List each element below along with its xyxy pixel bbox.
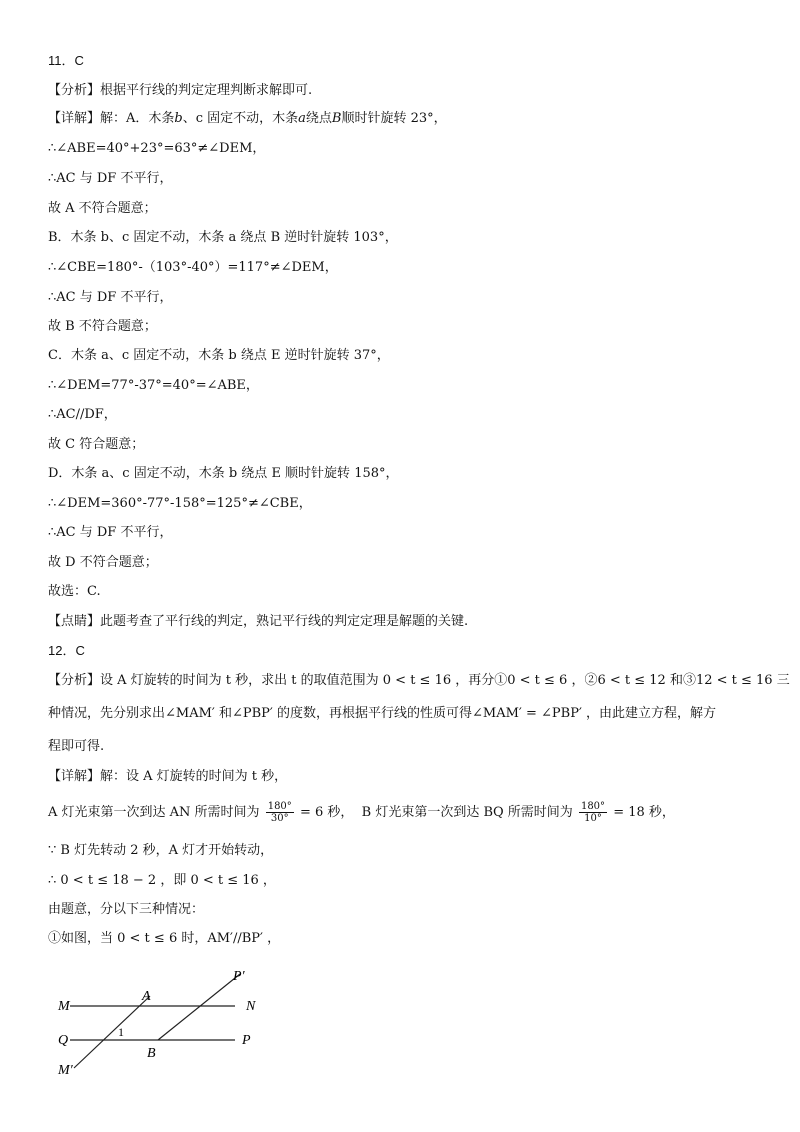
q12-detail-2c: B 灯光束第一次到达 BQ 所需时间为 (361, 805, 573, 820)
q12-detail-5: 由题意，分以下三种情况： (48, 902, 205, 917)
q11-a-result: 故 A 不符合题意； (48, 201, 157, 216)
label-P-prime: P′ (233, 969, 245, 984)
q11-analysis: 【分析】根据平行线的判定定理判断求解即可. (48, 83, 313, 98)
q12-detail-2a: A 灯光束第一次到达 AN 所需时间为 (48, 805, 260, 820)
q11-b-result: 故 B 不符合题意； (48, 319, 157, 334)
q11-a-tail: 绕点 (305, 111, 332, 126)
ray-BP-prime (158, 974, 240, 1040)
label-P: P (242, 1033, 251, 1048)
fraction-denominator: 10° (584, 813, 602, 824)
q11-a-calc: ∴∠ABE=40°+23°=63°≠∠DEM， (48, 141, 266, 156)
q11-detail-a-line (48, 110, 760, 128)
q11-a-rest: 、c 固定不动，木条 (182, 111, 299, 126)
fraction-180-over-10 (579, 801, 607, 824)
q12-analysis-1: 【分析】设 A 灯旋转的时间为 t 秒，求出 t 的取值范围为 0 < t ≤ 16 ，再分①0 < t ≤ 6 ，②6 < t ≤ 12 和③12 < t ≤ 16 三 (48, 673, 790, 688)
label-N: N (246, 999, 256, 1014)
ray-AM-prime (74, 996, 150, 1068)
q12-number: 12．C (48, 643, 85, 658)
q12-detail-2d: = 18 秒， (613, 805, 675, 820)
q12-detail-6: ①如图，当 0 < t ≤ 6 时，AM′//BP′ ， (48, 931, 281, 946)
q11-a-conclusion: ∴AC 与 DF 不平行， (48, 171, 173, 186)
label-B: B (147, 1046, 156, 1061)
q11-b-calc: ∴∠CBE=180°-（103°-40°）=117°≠∠DEM， (48, 260, 338, 275)
parallel-lines-figure (50, 962, 280, 1082)
fraction-180-over-30 (266, 801, 294, 824)
q12-detail-4: ∴ 0 < t ≤ 18 − 2 ，即 0 < t ≤ 16 ， (48, 873, 276, 888)
label-M-prime: M′ (58, 1063, 73, 1078)
label-Q: Q (58, 1033, 69, 1048)
q11-c-conclusion: ∴AC//DF， (48, 407, 117, 422)
fraction-numerator: 180° (580, 801, 606, 812)
fraction-denominator: 30° (270, 813, 289, 824)
var-b: b (174, 111, 183, 126)
q11-d-result: 故 D 不符合题意； (48, 555, 158, 570)
var-B: B (331, 111, 342, 126)
fraction-numerator: 180° (267, 801, 292, 812)
q11-detail-intro: 【详解】解：A．木条 (48, 111, 175, 126)
label-angle-1: 1 (118, 1025, 124, 1039)
q11-c-line: C．木条 a、c 固定不动，木条 b 绕点 E 逆时针旋转 37°， (48, 348, 390, 363)
q11-comment: 【点睛】此题考查了平行线的判定，熟记平行线的判定定理是解题的关键. (48, 614, 469, 629)
q11-choice: 故选：C. (48, 584, 101, 599)
q11-a-end: 顺时针旋转 23°， (341, 111, 447, 126)
q12-detail-2 (48, 798, 760, 828)
q11-b-line: B．木条 b、c 固定不动，木条 a 绕点 B 逆时针旋转 103°， (48, 230, 398, 245)
q11-d-calc: ∴∠DEM=360°-77°-158°=125°≠∠CBE， (48, 496, 312, 511)
label-M: M (58, 999, 70, 1014)
q12-detail-3: ∵ B 灯先转动 2 秒，A 灯才开始转动， (48, 843, 274, 858)
q11-c-result: 故 C 符合题意； (48, 437, 145, 452)
q11-c-calc: ∴∠DEM=77°-37°=40°=∠ABE， (48, 378, 259, 393)
var-a: a (298, 111, 306, 126)
q11-b-conclusion: ∴AC 与 DF 不平行， (48, 290, 173, 305)
q12-analysis-3: 程即可得. (48, 739, 105, 754)
q11-number: 11．C (48, 53, 84, 68)
q11-d-line: D．木条 a、c 固定不动，木条 b 绕点 E 顺时针旋转 158°， (48, 466, 399, 481)
q12-detail-2b: = 6 秒， (299, 805, 354, 820)
q12-analysis-2: 种情况，先分别求出∠MAM′ 和∠PBP′ 的度数，再根据平行线的性质可得∠MAM′ = ∠PBP′ ，由此建立方程，解方 (48, 706, 717, 721)
q12-detail-1: 【详解】解：设 A 灯旋转的时间为 t 秒， (48, 769, 288, 784)
q11-d-conclusion: ∴AC 与 DF 不平行， (48, 525, 173, 540)
label-A: A (142, 989, 151, 1004)
